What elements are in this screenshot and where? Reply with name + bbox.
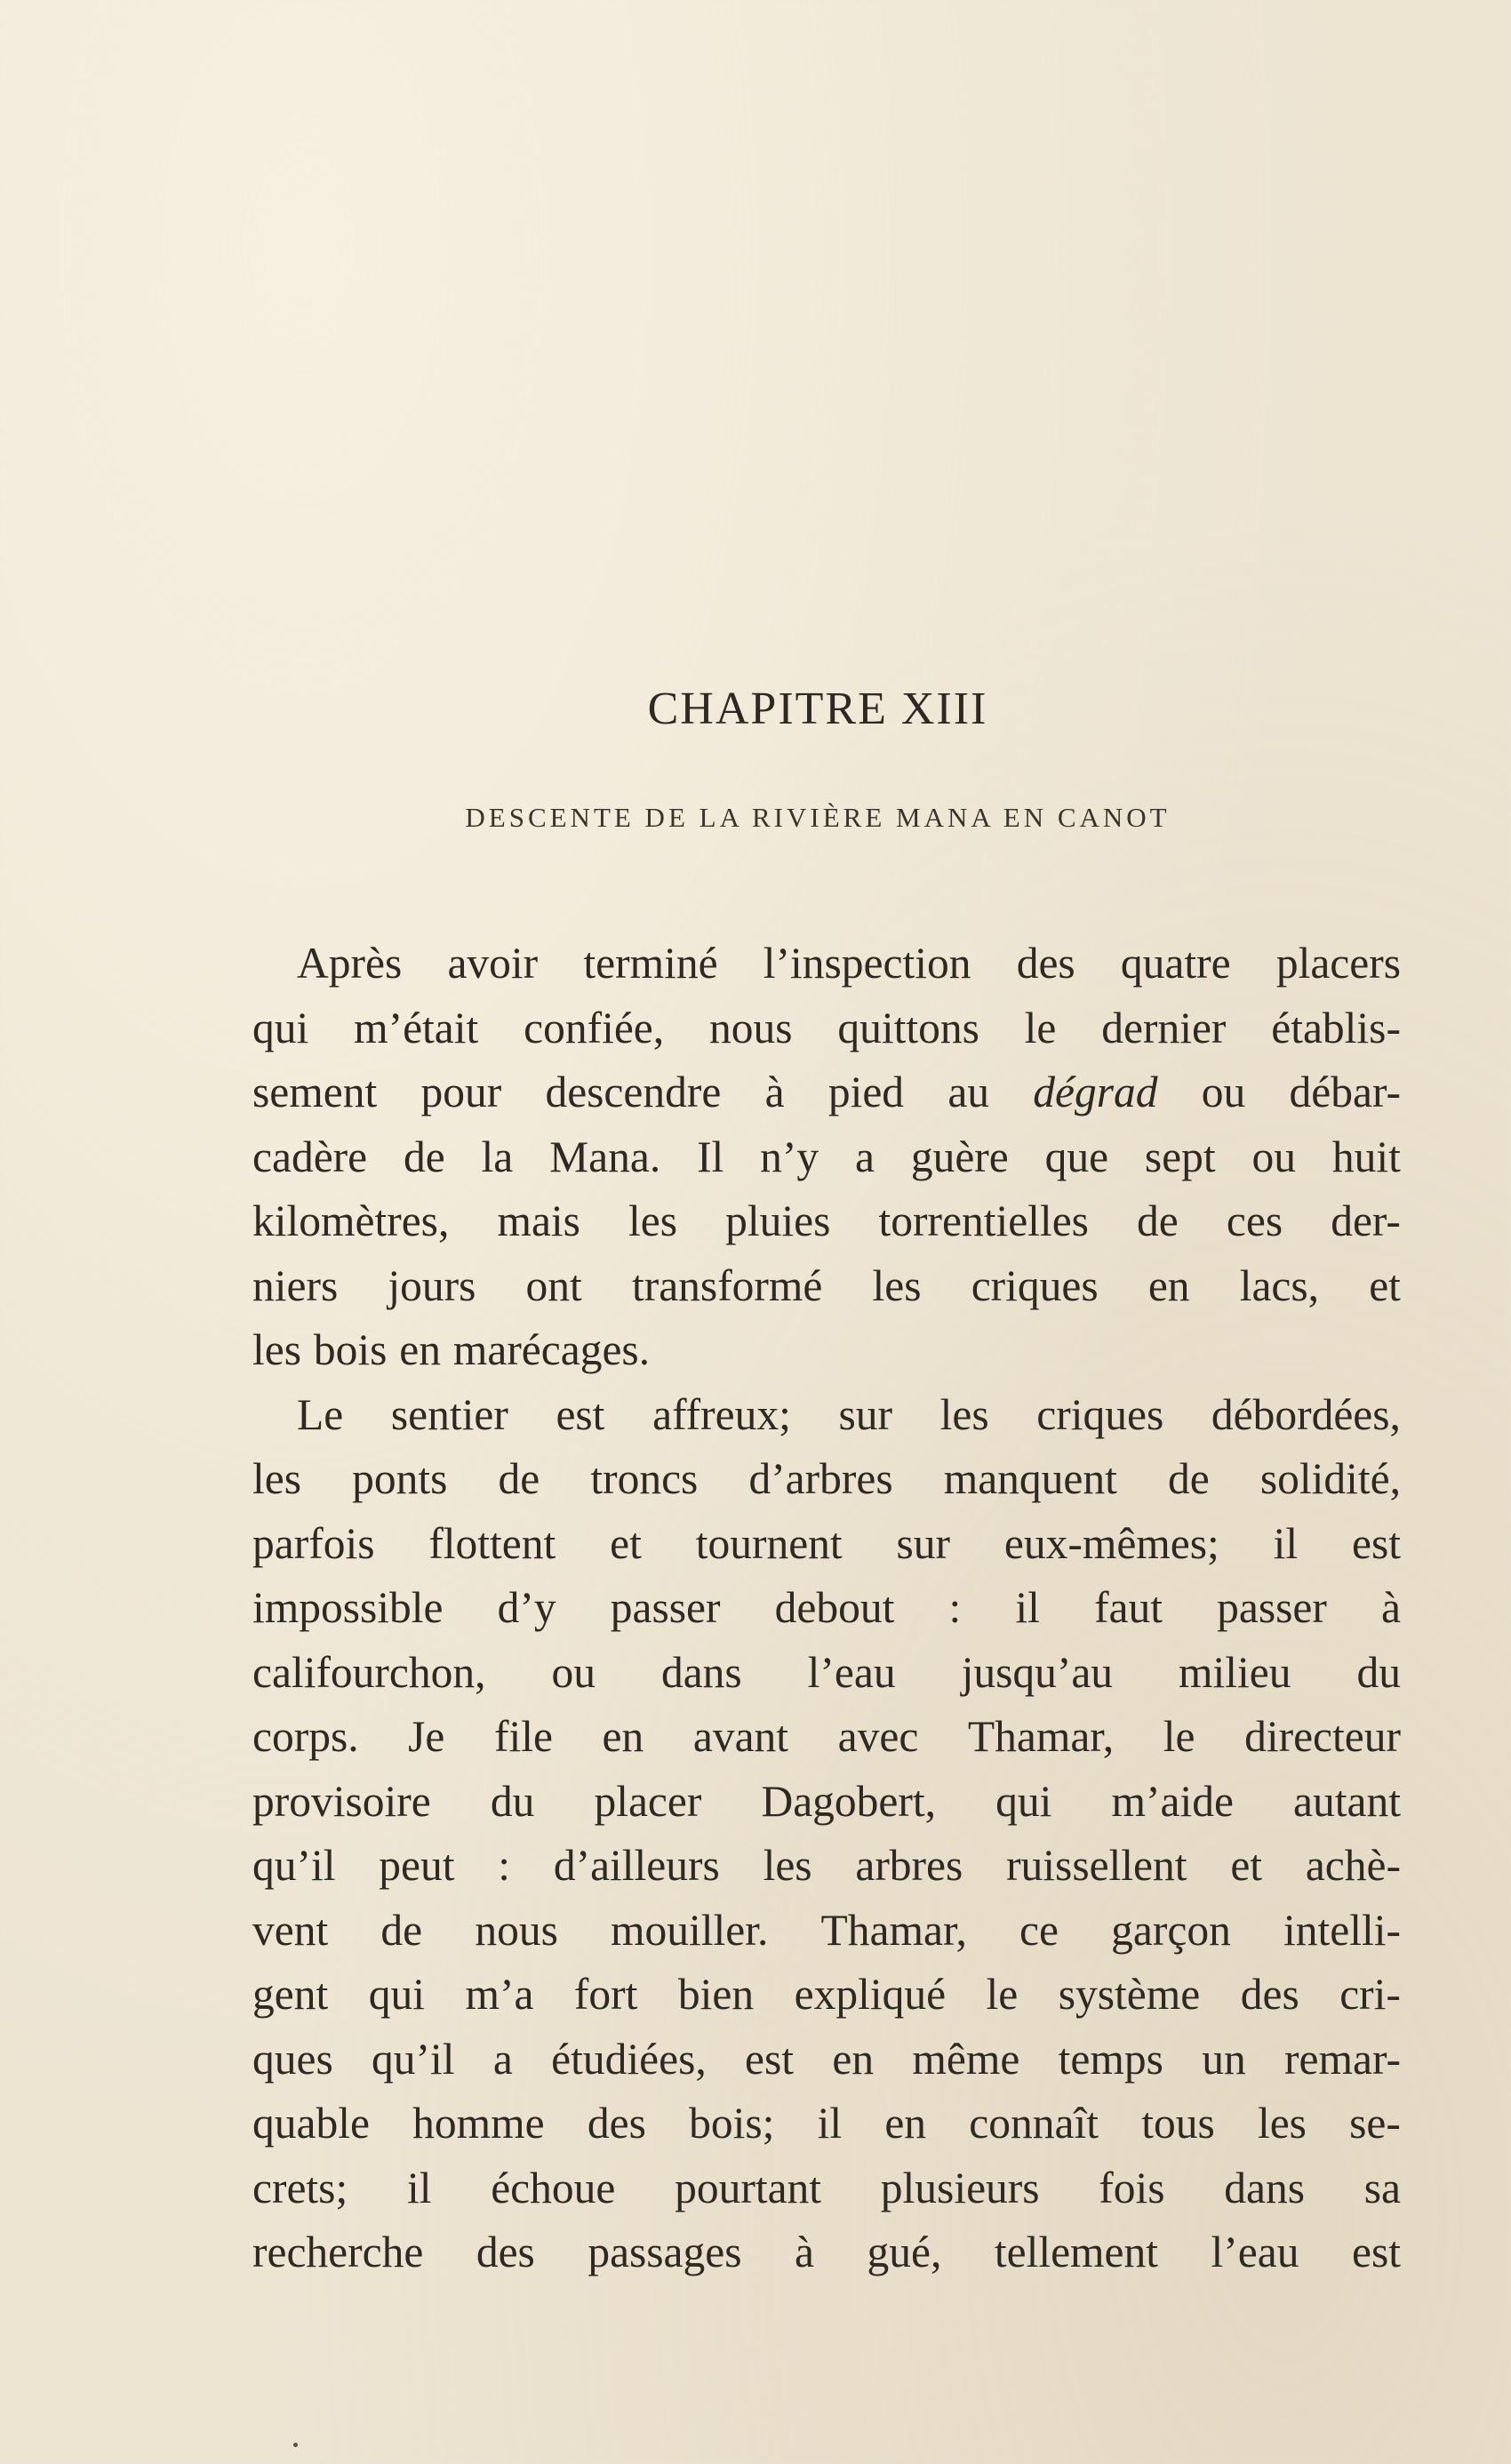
word: en [832,2034,875,2084]
word: Après [297,939,403,988]
word: l’eau [807,1647,896,1697]
word: m’aide [1111,1776,1234,1826]
word: des [1016,939,1075,988]
text-line [252,1383,1401,1448]
word: pluies [725,1196,831,1245]
text-line [252,1189,1401,1254]
word: eux-mêmes; [1003,1518,1219,1568]
word: m’a [465,1970,534,2019]
word: affreux; [652,1389,791,1439]
text-line [252,1318,1401,1383]
word: crets; [252,2163,348,2212]
word: se- [1349,2099,1401,2148]
word: lacs, [1239,1260,1320,1310]
text-line [252,932,1401,996]
word: impossible [252,1583,444,1632]
word: il [406,2163,432,2212]
word: les [1257,2099,1307,2148]
word: expliqué [794,1970,947,2019]
word: à [1381,1583,1401,1632]
word: tournent [695,1518,843,1568]
word: quable [252,2099,370,2148]
word: d’y [497,1583,556,1632]
word: de [1137,1196,1179,1245]
word: les [628,1196,678,1245]
word: criques [971,1260,1099,1310]
word: nous [708,1003,793,1052]
word: dernier [1101,1003,1227,1052]
word: placers [1275,939,1401,988]
text-line [252,1705,1401,1770]
word: passages [588,2228,742,2276]
chapter-subtitle: DESCENTE DE LA RIVIÈRE MANA EN CANOT [465,802,1171,833]
word: Thamar, [820,1905,967,1955]
word: criques [1036,1389,1164,1439]
word: un [1202,2034,1246,2084]
word: cri- [1339,1970,1401,2019]
word: de [1168,1454,1210,1503]
word: des [587,2099,646,2148]
word: en [1147,1260,1190,1310]
word: descendre [545,1068,722,1116]
word: est [1351,1518,1401,1568]
word: placer [594,1776,702,1826]
word: sement [252,1068,378,1116]
word: califourchon, [252,1647,486,1697]
word: corps. [252,1712,359,1761]
word: ces [1226,1196,1283,1245]
word: gué, [867,2228,942,2276]
word: troncs [590,1454,699,1503]
word: sentier [390,1389,508,1439]
word: milieu [1179,1647,1291,1697]
word: pied [827,1068,905,1116]
word: cadère [252,1132,368,1181]
word: guère [910,1132,1009,1181]
word: il [817,2099,843,2148]
word: avec [837,1712,919,1761]
word: a [854,1132,875,1181]
word: au [947,1068,990,1116]
word: ce [1019,1905,1059,1955]
word: étudiées, [551,2034,707,2084]
word: faut [1094,1583,1163,1632]
word: m’était [354,1003,479,1052]
word: Dagobert, [761,1776,937,1826]
word: ou [551,1647,596,1697]
text-line [252,1447,1401,1512]
text-line [252,2156,1401,2221]
word: ont [525,1260,582,1310]
word: nous [475,1905,558,1955]
text-line [252,1770,1401,1835]
word: l’eau [1211,2228,1299,2276]
word: à [795,2228,814,2276]
word: peut [379,1841,455,1890]
word: marécages. [452,1325,651,1374]
word: provisoire [252,1776,431,1826]
word: même [912,2034,1020,2084]
word: système [1058,1970,1201,2019]
word: l’inspection [763,939,971,988]
word: échoue [491,2163,616,2212]
word: remar- [1284,2034,1401,2084]
word: file [493,1712,553,1761]
word: ponts [352,1454,448,1503]
word: debout [774,1583,895,1632]
word: Mana. [549,1132,661,1181]
word: d’ailleurs [553,1841,720,1890]
word: débordées, [1211,1389,1401,1439]
word: jusqu’au [961,1647,1114,1697]
word: gent [252,1970,329,2019]
word: plusieurs [880,2163,1040,2212]
word: homme [412,2099,545,2148]
word: les [252,1325,301,1374]
word: le [986,1970,1019,2019]
word: terminé [583,939,718,988]
word: torrentielles [878,1196,1089,1245]
text-line [252,1899,1401,1964]
word: parfois [252,1518,375,1568]
word: autant [1293,1776,1401,1826]
text-line [252,1963,1401,2028]
word: et [1369,1260,1401,1310]
word: des [476,2228,535,2276]
word: Le [297,1389,344,1439]
word: a [492,2034,513,2084]
word: du [1356,1647,1401,1697]
word: kilomètres, [252,1196,450,1245]
word: de [498,1454,540,1503]
word: et [1230,1841,1263,1890]
word: recherche [252,2228,424,2276]
text-line [252,1834,1401,1899]
paragraph-2 [252,1383,1401,2285]
text-line [252,2028,1401,2092]
word: bien [677,1970,755,2019]
word: avoir [447,939,539,988]
word: manquent [943,1454,1117,1503]
word: il [1015,1583,1040,1632]
word: intelli- [1283,1905,1401,1955]
word: achè- [1305,1841,1401,1890]
word: les [763,1841,812,1890]
word: avant [692,1712,789,1761]
word: la [481,1132,514,1181]
paper-speck [293,2443,298,2447]
word: dans [1224,2163,1305,2212]
word: du [490,1776,535,1826]
word: sept [1144,1132,1216,1181]
word: der- [1331,1196,1401,1245]
word: mais [497,1196,580,1245]
body-text [252,932,1401,2285]
word: ruissellent [1006,1841,1187,1890]
italic-term: dégrad [1033,1068,1158,1116]
text-line [252,1254,1401,1319]
text-line [252,1512,1401,1577]
text-line [252,1641,1401,1706]
word: qui [368,1970,425,2019]
word: flottent [428,1518,556,1568]
word: pour [420,1068,502,1116]
word: est [556,1389,605,1439]
word: il [1273,1518,1299,1568]
word: vent [252,1905,329,1955]
word: fort [573,1970,638,2019]
word: sa [1363,2163,1401,2212]
word: huit [1331,1132,1401,1181]
text-line [252,1576,1401,1641]
word: : [948,1583,962,1632]
word: arbres [855,1841,963,1890]
word: : [498,1841,511,1890]
word: à [764,1068,785,1116]
word: les [252,1454,301,1503]
word: les [872,1260,922,1310]
word: mouiller. [611,1905,769,1955]
word: bois; [689,2099,775,2148]
word: passer [610,1583,721,1632]
word: qui [995,1776,1052,1826]
word: directeur [1244,1712,1401,1761]
word: garçon [1111,1905,1231,1955]
word: ques [252,2034,333,2084]
word: Je [408,1712,445,1761]
word: transformé [631,1260,823,1310]
word: bois [313,1325,388,1374]
word: sur [838,1389,892,1439]
text-line [252,1125,1401,1190]
word: de [403,1132,445,1181]
text-line [252,1060,1401,1125]
word: Il [697,1132,724,1181]
chapter-title: CHAPITRE XIII [647,684,988,734]
word: qu’il [252,1841,336,1890]
word: en [399,1325,441,1374]
word: qui [252,1003,309,1052]
word: en [884,2099,927,2148]
word: d’arbres [748,1454,893,1503]
word: sur [896,1518,951,1568]
word: pourtant [675,2163,822,2212]
word: est [745,2034,795,2084]
word: qu’il [372,2034,455,2084]
word: dans [660,1647,742,1697]
word: jours [388,1260,476,1310]
word: et [610,1518,642,1568]
word: fois [1099,2163,1165,2212]
text-line [252,2220,1401,2285]
text-line [252,2092,1401,2156]
word: que [1044,1132,1109,1181]
word: confiée, [524,1003,665,1052]
word: ou [1251,1132,1297,1181]
word: passer [1217,1583,1327,1632]
word: est [1351,2228,1401,2276]
word: des [1240,1970,1299,2019]
word: de [380,1905,423,1955]
word: temps [1058,2034,1163,2084]
word: quatre [1120,939,1231,988]
word: les [939,1389,989,1439]
word: le [1163,1712,1195,1761]
word: débar- [1289,1068,1401,1116]
word: Thamar, [967,1712,1115,1761]
word: en [602,1712,644,1761]
word: connaît [969,2099,1099,2148]
word: solidité, [1259,1454,1401,1503]
text-line [252,996,1401,1061]
paragraph-1 [252,932,1401,1383]
word: tellement [994,2228,1159,2276]
word: tous [1141,2099,1215,2148]
word: ou [1201,1068,1246,1116]
word: le [1024,1003,1057,1052]
word: établis- [1271,1003,1401,1052]
word: niers [252,1260,339,1310]
word: n’y [760,1132,819,1181]
word: quittons [837,1003,979,1052]
